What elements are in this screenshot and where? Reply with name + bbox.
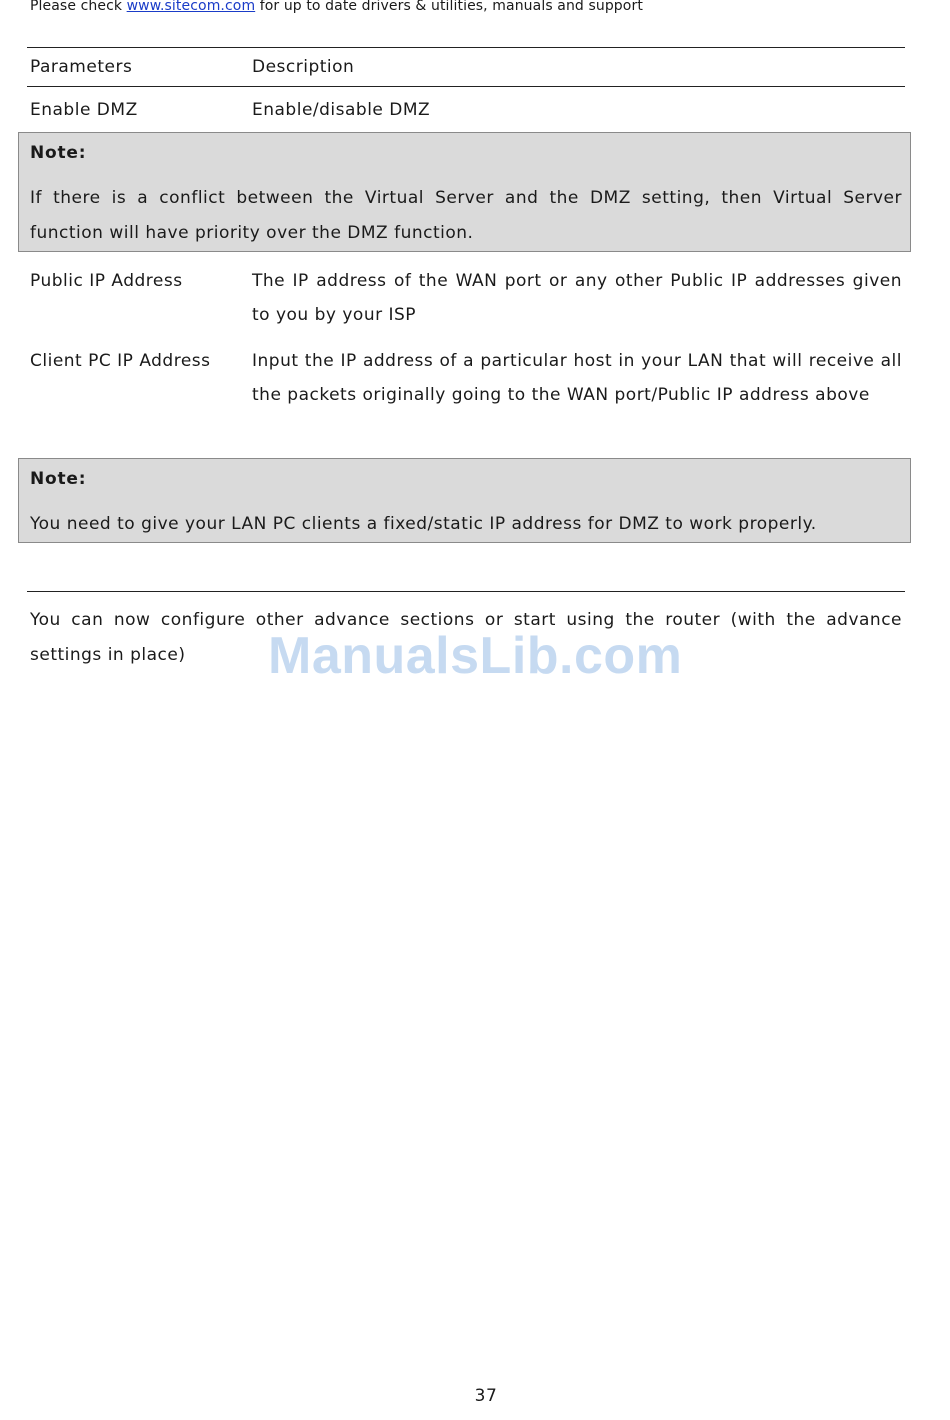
note-text: You need to give your LAN PC clients a fixed/static IP address for DMZ to work properly.: [30, 514, 817, 534]
column-header-description: Description: [252, 57, 355, 77]
header-prefix: Please check: [30, 0, 127, 14]
param-enable-dmz: Enable DMZ: [30, 100, 138, 120]
column-header-parameters: Parameters: [30, 57, 133, 77]
param-client-pc-ip-address: Client PC IP Address: [30, 351, 211, 371]
header-support-line: [30, 0, 643, 14]
manualslib-watermark: ManualsLib.com: [268, 627, 683, 685]
header-suffix: for up to date drivers & utilities, manuals and support: [255, 0, 643, 14]
desc-enable-dmz: Enable/disable DMZ: [252, 100, 431, 120]
sitecom-link[interactable]: www.sitecom.com: [126, 0, 256, 14]
table-top-rule: [27, 47, 905, 48]
desc-public-ip-address: The IP address of the WAN port or any other Public IP addresses given to you by your ISP: [252, 271, 902, 325]
note-title: Note:: [30, 143, 87, 163]
page-number: 37: [474, 1386, 498, 1406]
table-header-rule: [27, 86, 905, 87]
desc-client-pc-ip-address: Input the IP address of a particular host in your LAN that will receive all the packets originally going to the WAN port/Public IP address above: [252, 351, 902, 405]
section-rule: [27, 591, 905, 592]
note-text: If there is a conflict between the Virtual Server and the DMZ setting, then Virtual Server function will have priority over the DMZ function.: [30, 188, 902, 243]
closing-paragraph: You can now configure other advance sections or start using the router (with the advance settings in place): [30, 610, 902, 665]
note-box-priority: [18, 132, 911, 252]
note-box-static-ip: [18, 458, 911, 543]
param-public-ip-address: Public IP Address: [30, 271, 183, 291]
note-title: Note:: [30, 469, 87, 489]
